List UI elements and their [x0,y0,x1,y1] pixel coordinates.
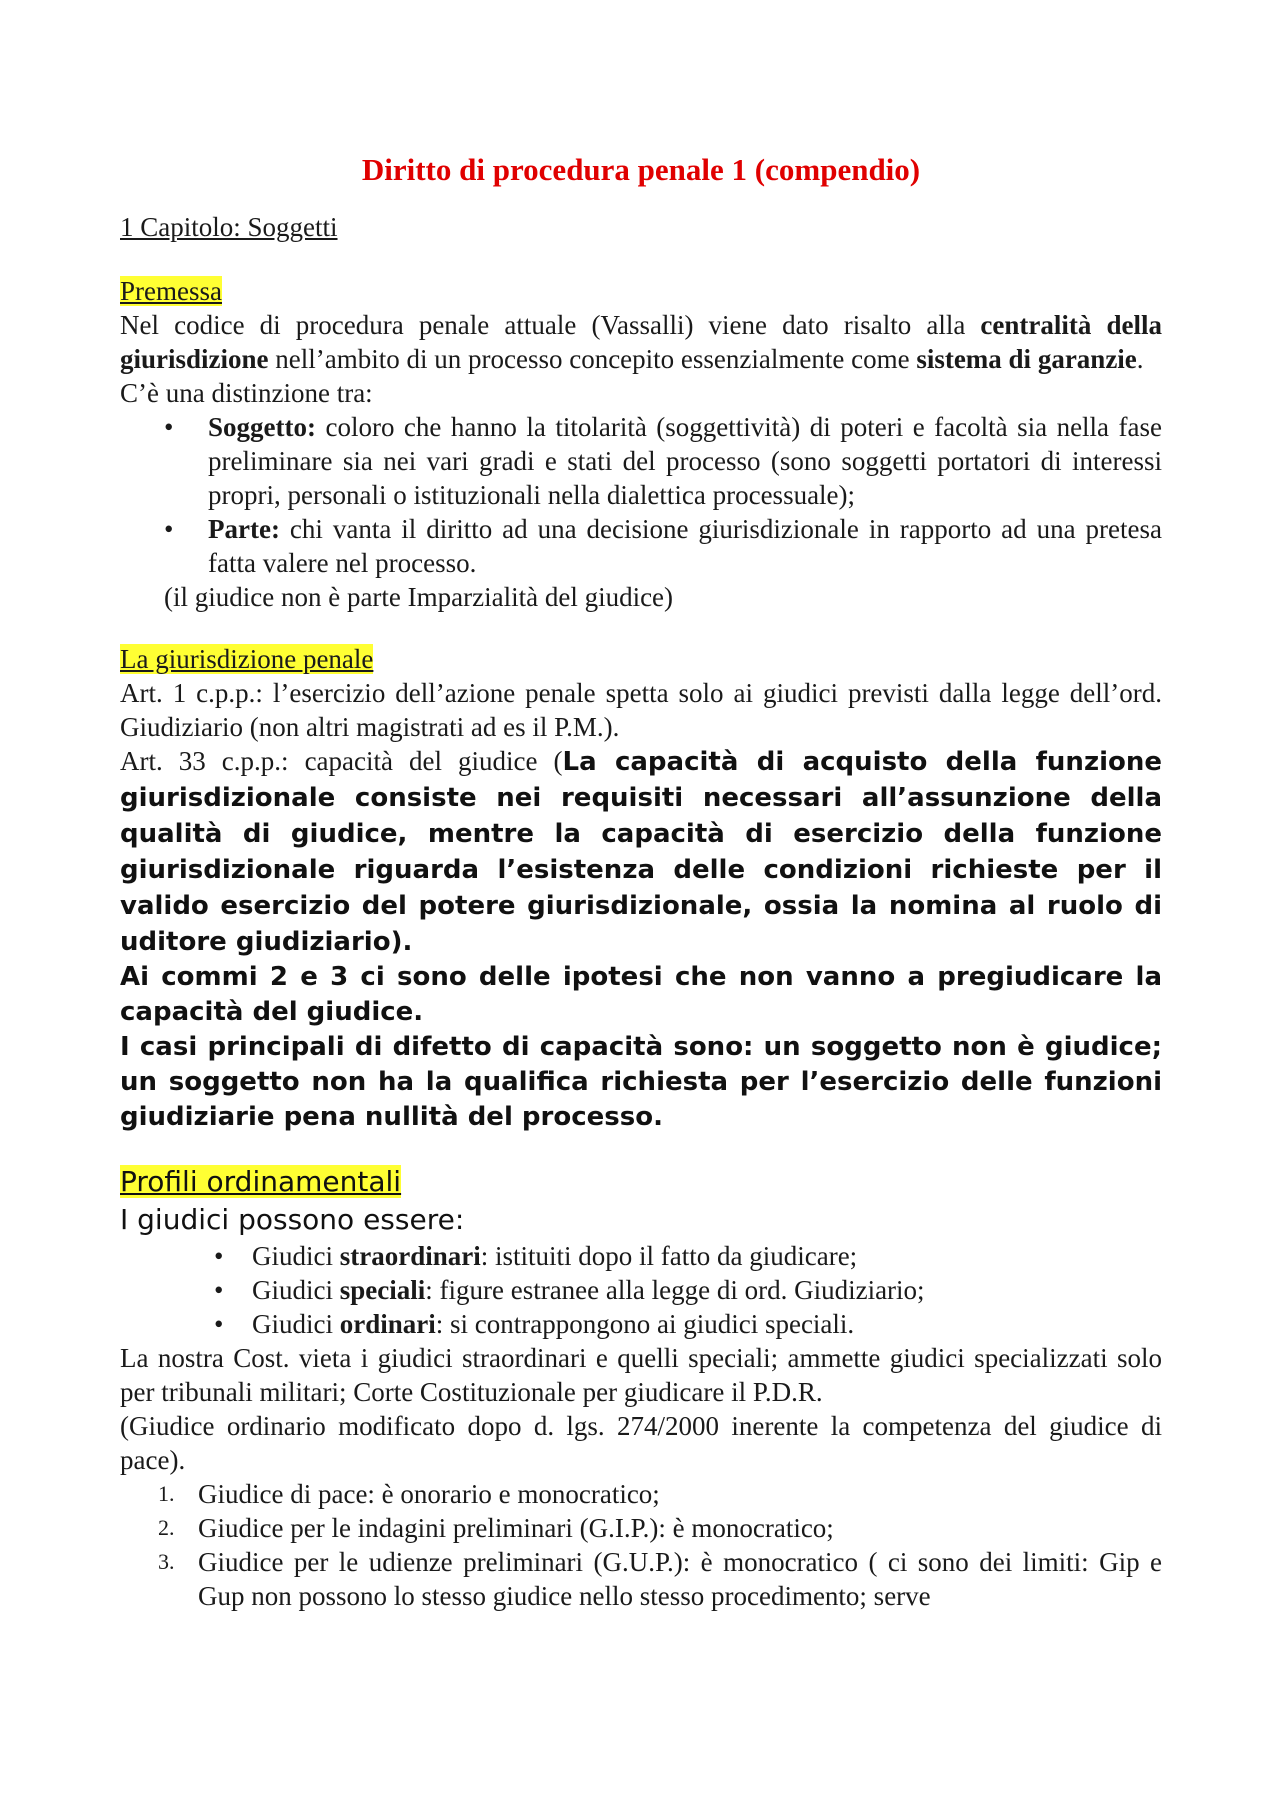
bold-run: Soggetto: [208,412,316,442]
text-run: Giudice di pace: è onorario e monocratico; [198,1479,660,1509]
list-item [120,1239,1162,1273]
text-run: . [1136,344,1144,374]
text-run: Giudici [252,1275,340,1305]
chapter-heading: 1 Capitolo: Soggetti [120,212,338,242]
section-heading-profili [120,1163,1162,1201]
bold-run: ordinari [339,1309,436,1339]
text-run: : si contrappongono ai giudici speciali. [435,1309,855,1339]
mod-paragraph: (Giudice ordinario modificato dopo d. lgs. 274/2000 inerente la competenza del giudice di pace). [120,1411,1162,1475]
casi-paragraph: I casi principali di difetto di capacità sono: un soggetto non è giudice; un soggetto non ha la qualifica richiesta per l’esercizio delle funzioni giudiziarie pena nullità del processo. [120,1032,1162,1132]
list-item [120,1545,1162,1613]
premessa-paragraph [120,308,1162,376]
section-heading-premessa [120,274,1162,308]
text-run: chi vanta il diritto ad una decisione giurisdizionale in rapporto ad una pretesa fatta valere nel processo. [208,514,1162,578]
judges-numbered-list [120,1477,1162,1613]
section-heading-label: La giurisdizione penale [120,644,374,674]
distinction-list [120,410,1162,580]
note-text: (il giudice non è parte Imparzialità del giudice) [164,582,674,612]
text-run: Giudici [252,1241,340,1271]
text-run: Giudice per le indagini preliminari (G.I.P.): è monocratico; [198,1513,834,1543]
section-heading-label: Premessa [120,276,222,306]
bold-run: centralità della giurisdizione [120,310,1162,374]
commi-paragraph: Ai commi 2 e 3 ci sono delle ipotesi che non vanno a pregiudicare la capacità del giudice. [120,962,1162,1027]
distinction-intro: C’è una distinzione tra: [120,378,373,408]
list-number: 3. [158,1549,175,1574]
list-item [120,1273,1162,1307]
text-run: Giudice per le udienze preliminari (G.U.P.): è monocratico ( ci sono dei limiti: Gip e Gup non possono lo stesso giudice nello stesso procedimento; serve [198,1547,1162,1611]
bold-run: La capacità di acquisto della funzione giurisdizionale consiste nei requisiti necessari all’assunzione della qualità di giudice, mentre la capacità di esercizio della funzione giurisdizionale riguarda l’esistenza delle condizioni richieste per il valido esercizio del potere giurisdizionale, ossia la nomina al ruolo di uditore giudiziario). [120,747,1162,957]
cost-paragraph: La nostra Cost. vieta i giudici straordinari e quelli speciali; ammette giudici specializzati solo per tribunali militari; Corte Costituzionale per giudicare il P.D.R. [120,1343,1162,1407]
list-item [120,410,1162,512]
list-item [120,1511,1162,1545]
text-run: coloro che hanno la titolarità (soggettività) di poteri e facoltà sia nella fase preliminare sia nei vari gradi e stati del processo (sono soggetti portatori di interessi propri, personali o istituzionali nella dialettica processuale); [208,412,1162,510]
art1-paragraph: Art. 1 c.p.p.: l’esercizio dell’azione penale spetta solo ai giudici previsti dalla legge dell’ord. Giudiziario (non altri magistrati ad es il P.M.). [120,678,1162,742]
profili-intro: I giudici possono essere: [120,1203,465,1236]
section-heading-giurisdizione [120,642,1162,676]
bold-run: sistema di garanzie [916,344,1137,374]
art33-paragraph [120,744,1162,960]
judges-list [120,1239,1162,1341]
text-run: Giudici [252,1309,340,1339]
list-item [120,512,1162,580]
list-item [120,1477,1162,1511]
list-number: 1. [158,1481,175,1506]
list-item [120,1307,1162,1341]
text-run: : figure estranee alla legge di ord. Giudiziario; [425,1275,925,1305]
section-heading-label: Profili ordinamentali [120,1165,402,1198]
text-run: Art. 33 c.p.p.: capacità del giudice ( [120,746,563,776]
bold-run: straordinari [339,1241,481,1271]
bold-run: Parte: [208,514,280,544]
list-number: 2. [158,1515,175,1540]
document-page [120,150,1162,1613]
text-run: : istituiti dopo il fatto da giudicare; [480,1241,858,1271]
text-run: Nel codice di procedura penale attuale (Vassalli) viene dato risalto alla [120,310,981,340]
text-run: nell’ambito di un processo concepito essenzialmente come [268,344,917,374]
bold-run: speciali [339,1275,426,1305]
document-title: Diritto di procedura penale 1 (compendio) [361,152,921,187]
